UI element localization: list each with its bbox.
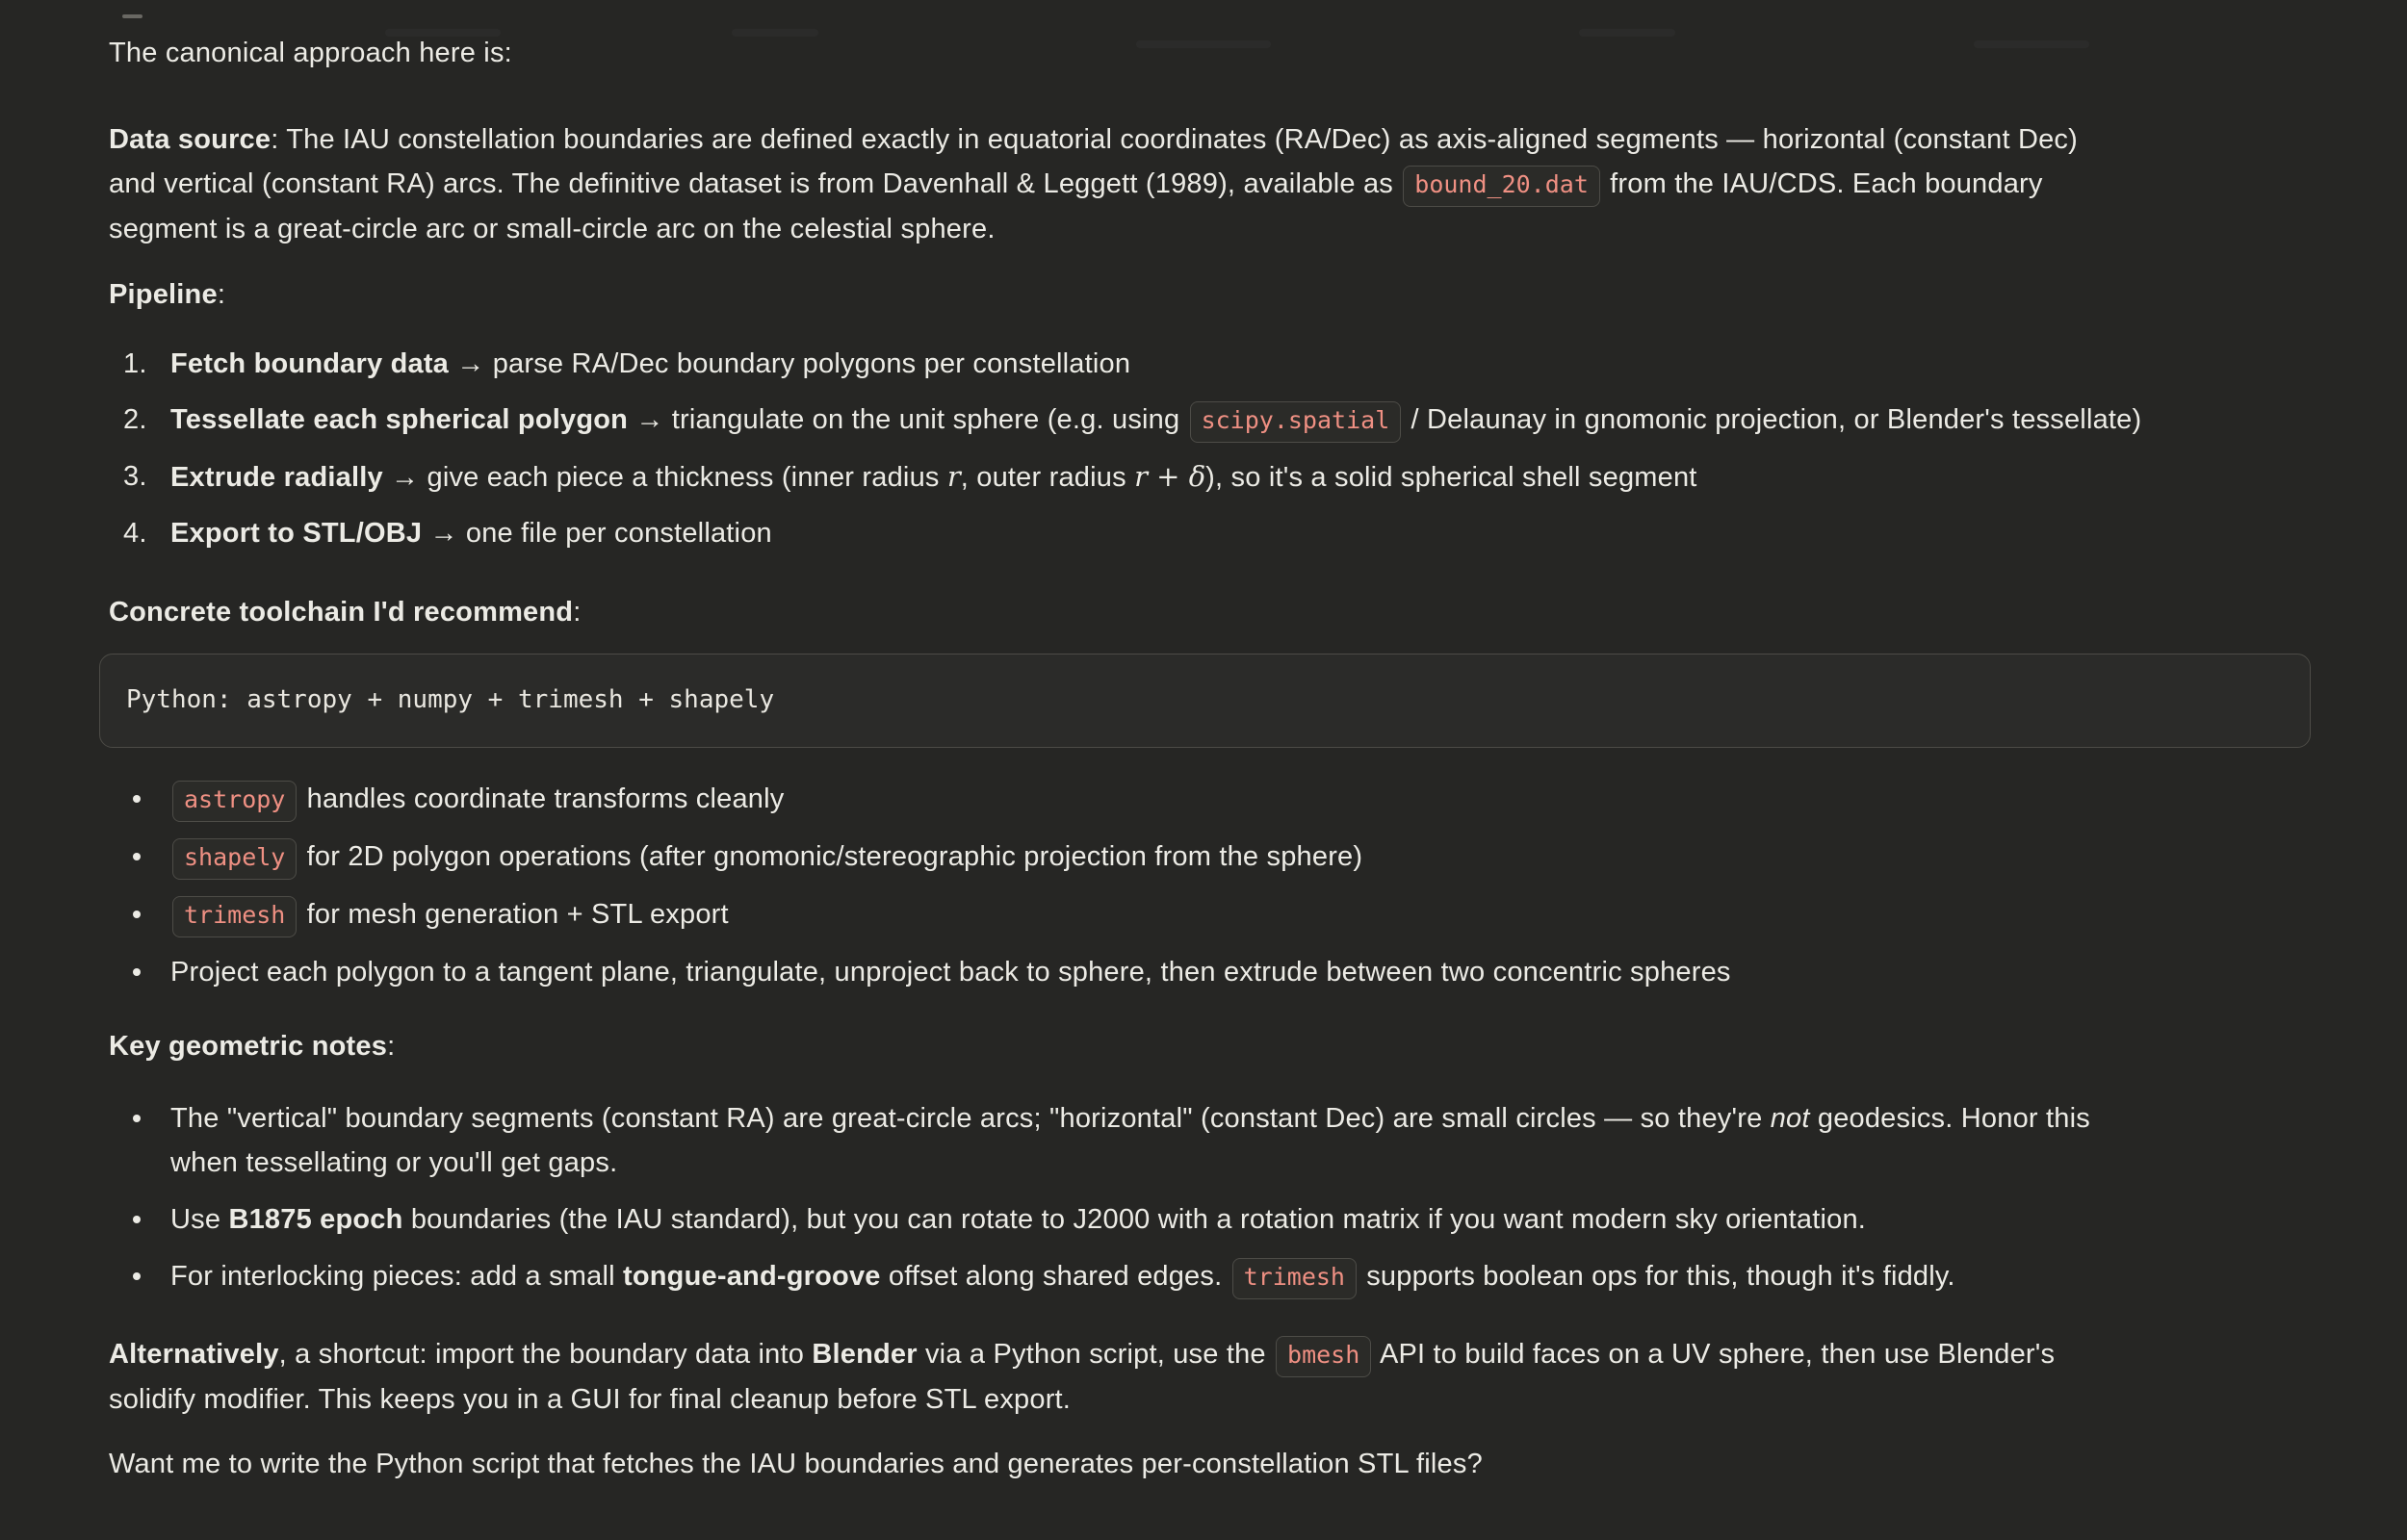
inline-code-chip: bound_20.dat [1403, 166, 1600, 207]
list-item [109, 511, 2368, 555]
alternatively-paragraph [109, 1332, 2368, 1422]
italic-segment: not [1770, 1103, 1810, 1134]
text-segment: when tessellating or you'll get gaps. [170, 1147, 618, 1178]
list-item [109, 950, 2368, 994]
text-segment: Project each polygon to a tangent plane, triangulate, unproject back to sphere, then extrude between two concentric spheres [170, 957, 1731, 988]
text-segment: for 2D polygon operations (after gnomonic/stereographic projection from the sphere) [298, 841, 1363, 872]
list-item [109, 777, 2368, 822]
list-item [109, 1254, 2368, 1299]
text-segment: Use [170, 1204, 229, 1235]
list-item [109, 892, 2368, 937]
text-segment: The "vertical" boundary segments (constant RA) are great-circle arcs; "horizontal" (constant Dec) are small circles — so they're [170, 1103, 1771, 1134]
text-segment: boundaries (the IAU standard), but you can rotate to J2000 with a rotation matrix if you want modern sky orientation. [402, 1204, 1867, 1235]
list-item [109, 398, 2368, 443]
bold-segment: Tessellate each spherical polygon [170, 404, 629, 435]
list-item [109, 1197, 2368, 1242]
list-item-text [170, 834, 2368, 880]
list-item-text [170, 454, 2368, 500]
math-segment: r [1134, 460, 1148, 493]
pipeline-heading [109, 272, 2368, 317]
list-item [109, 1096, 2368, 1185]
bold-segment: Blender [812, 1339, 918, 1370]
bold-segment: Export to STL/OBJ [170, 518, 423, 549]
inline-code-chip: astropy [172, 781, 297, 822]
text-segment: ), so it's a solid spherical shell segment [1205, 462, 1697, 493]
text-segment: → give each piece a thickness (inner radius [382, 462, 947, 493]
list-item-text [170, 342, 2368, 386]
list-item-text [170, 1197, 2368, 1242]
list-item-text [170, 511, 2368, 555]
list-item-text [170, 950, 2368, 994]
list-item-text [170, 892, 2368, 937]
text-segment: API to build faces on a UV sphere, then use Blender's [1373, 1339, 2056, 1370]
toolchain-heading [109, 590, 2368, 634]
list-number: 4. [123, 518, 147, 549]
code-block: Python: astropy + numpy + trimesh + shapely [99, 654, 2311, 748]
inline-code-chip: shapely [172, 838, 297, 880]
text-segment: for mesh generation + STL export [298, 899, 729, 930]
list-number: 2. [123, 404, 147, 435]
bold-segment: Pipeline [109, 279, 218, 310]
bold-segment: Key geometric notes [109, 1031, 388, 1062]
text-segment: geodesics. Honor this [1809, 1103, 2090, 1134]
bold-segment: Alternatively [109, 1339, 279, 1370]
list-item-text [170, 398, 2368, 443]
text-segment: supports boolean ops for this, though it's fiddly. [1358, 1261, 1955, 1292]
list-number: 1. [123, 348, 147, 379]
data-source-paragraph [109, 117, 2368, 251]
text-segment: handles coordinate transforms cleanly [298, 783, 785, 814]
pipeline-list [109, 342, 2368, 555]
inline-code-chip: scipy.spatial [1190, 401, 1402, 443]
list-number: 3. [123, 461, 147, 492]
text-segment: via a Python script, use the [917, 1339, 1275, 1370]
bold-segment: Data source [109, 124, 272, 155]
text-segment: → parse RA/Dec boundary polygons per constellation [449, 348, 1131, 379]
toolchain-list [109, 777, 2368, 994]
bold-segment: Extrude radially [170, 462, 383, 493]
bold-segment: tongue-and-groove [623, 1261, 881, 1292]
inline-code-chip: bmesh [1276, 1336, 1371, 1377]
math-segment: δ [1188, 460, 1206, 493]
math-segment: r [946, 460, 961, 493]
text-segment: and vertical (constant RA) arcs. The definitive dataset is from Davenhall & Leggett (1989), available as [109, 168, 1402, 199]
text-segment: solidify modifier. This keeps you in a GUI for final cleanup before STL export. [109, 1384, 1072, 1415]
text-segment: → triangulate on the unit sphere (e.g. using [628, 404, 1188, 435]
inline-code-chip: trimesh [1232, 1258, 1357, 1299]
text-segment: For interlocking pieces: add a small [170, 1261, 623, 1292]
inline-code-chip: trimesh [172, 896, 297, 937]
text-segment: : The IAU constellation boundaries are defined exactly in equatorial coordinates (RA/Dec) as axis-aligned segments — horizontal (constant Dec) [271, 124, 2078, 155]
list-item [109, 454, 2368, 500]
bold-segment: Concrete toolchain I'd recommend [109, 597, 574, 628]
text-segment: The canonical approach here is: [109, 38, 512, 68]
key-notes-list [109, 1096, 2368, 1299]
bold-segment: Fetch boundary data [170, 348, 449, 379]
text-segment: segment is a great-circle arc or small-circle arc on the celestial sphere. [109, 214, 996, 244]
text-segment: : [217, 279, 226, 310]
assistant-message [109, 31, 2368, 1486]
text-segment: , a shortcut: import the boundary data into [278, 1339, 813, 1370]
mathop-segment: + [1147, 460, 1189, 493]
list-item-text [170, 1096, 2368, 1185]
text-segment: offset along shared edges. [880, 1261, 1230, 1292]
text-segment: : [387, 1031, 396, 1062]
key-notes-heading [109, 1024, 2368, 1068]
list-item-text [170, 777, 2368, 822]
text-segment: Want me to write the Python script that fetches the IAU boundaries and generates per-constellation STL files? [109, 1449, 1483, 1479]
text-segment: → one file per constellation [422, 518, 772, 549]
text-segment: from the IAU/CDS. Each boundary [1601, 168, 2043, 199]
bold-segment: B1875 epoch [228, 1204, 403, 1235]
text-segment: , outer radius [960, 462, 1135, 493]
list-item-text [170, 1254, 2368, 1299]
faded-text-remnant [122, 14, 142, 18]
list-item [109, 834, 2368, 880]
text-segment: : [573, 597, 582, 628]
closing-question-paragraph [109, 1442, 2368, 1486]
text-segment: / Delaunay in gnomonic projection, or Blender's tessellate) [1403, 404, 2142, 435]
intro-paragraph [109, 31, 2368, 75]
list-item [109, 342, 2368, 386]
